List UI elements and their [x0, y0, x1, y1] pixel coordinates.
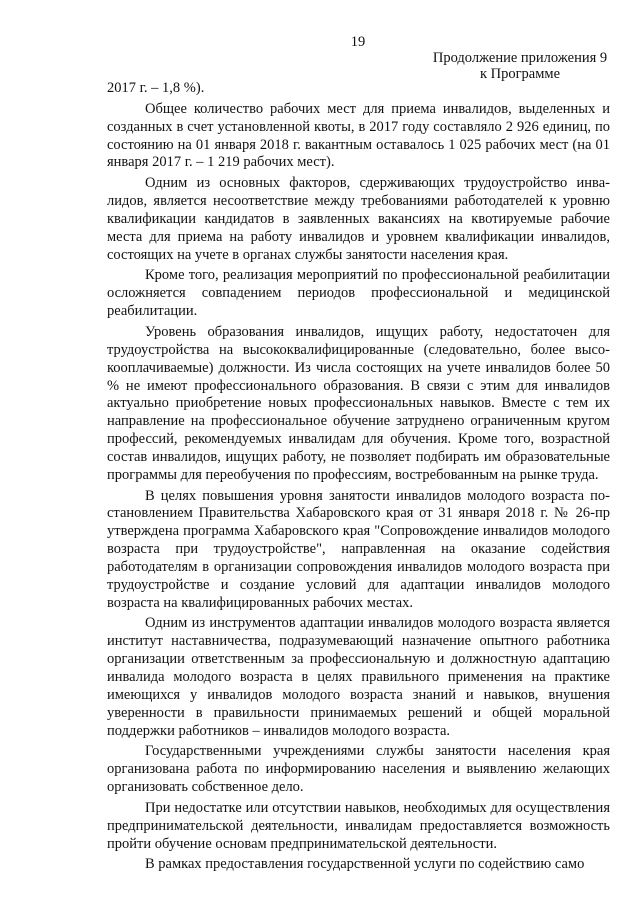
- paragraph-mentorship: Одним из инструментов адаптации инвалидов молодого возраста является институт наставничества, подразумевающий назначение опытного работника организации ответственным за профессиональную и должностную адаптацию инвалида молодого возраста в целях правильного применения на практике имеющихся у инвалидов молодого возраста знаний и навыков, внушения уверенности в правильности принимаемых решений и общей моральной поддержки работников – инвалидов молодого возраста.: [107, 615, 610, 739]
- paragraph-rehabilitation: Кроме того, реализация мероприятий по профессиональной реабилитации осложняется совпадением периодов профессиональной и медицинской реабилитации.: [107, 267, 610, 320]
- paragraph-entrepreneurship-training: При недостатке или отсутствии навыков, необходимых для осуществления предпринимательской деятельности, инвалидам предоставляется возможность пройти обучение основам предпринимательской деятельности.: [107, 799, 610, 852]
- paragraph-continuation: 2017 г. – 1,8 %).: [107, 80, 205, 96]
- paragraph-state-service: В рамках предоставления государственной услуги по содействию само: [145, 856, 585, 873]
- paragraph-workplaces-quota: Общее количество рабочих мест для приема инвалидов, выделенных и созданных в счет установленной квоты, в 2017 году составляло 2 926 единиц, по состоянию на 01 января 2018 г. вакантным оставалось 1 025 рабочих мест (на 01 января 2017 г. – 1 219 рабочих мест).: [107, 100, 610, 171]
- paragraph-employment-factors: Одним из основных факторов, сдерживающих трудоустройство инвалидов, является несоответствие между требованиями работодателей к уровню квалификации кандидатов в заявленных вакансиях на квотируемые рабочие места для приема на работу инвалидов и уровнем квалификации инвалидов, состоящих на учете в органах службы занятости населения края.: [107, 175, 610, 263]
- appendix-line-1: Продолжение приложения 9: [432, 50, 608, 66]
- paragraph-self-employment-info: Государственными учреждениями службы занятости населения края организована работа по информированию населения и выявлению желающих организовать собственное дело.: [107, 743, 610, 796]
- appendix-line-2: к Программе: [479, 65, 561, 82]
- paragraph-education-level: Уровень образования инвалидов, ищущих работу, недостаточен для трудоустройства на высококвалифицированные (следовательно, более высокооплачиваемые) должности. Из числа состоящих на учете инвалидов более 50 % не имеют профессионального образования. В связи с этим для инвалидов актуально приобретение новых профессиональных навыков. Вместе с тем их направление на профессиональное обучение затруднено ограниченным кругом профессий, рекомендуемых инвалидам для обучения. Кроме того, возрастной состав инвалидов, ищущих работу, не позволяет подбирать им образовательные программы для переобучения по профессиям, востребованным на рынке труда.: [107, 323, 610, 483]
- page-number: 19: [350, 34, 366, 50]
- paragraph-young-disabled-program: В целях повышения уровня занятости инвалидов молодого возраста постановлением Правительства Хабаровского края от 31 января 2018 г. № 26-пр утверждена программа Хабаровского края "Сопровождение инвалидов молодого возраста при трудоустройстве", направленная на оказание содействия работодателям в организации сопровождения инвалидов молодого возраста при трудоустройстве и создание условий для адаптации инвалидов молодого возраста на квалифицированных рабочих местах.: [107, 487, 610, 611]
- appendix-note: [430, 51, 610, 82]
- body-text: [107, 80, 610, 874]
